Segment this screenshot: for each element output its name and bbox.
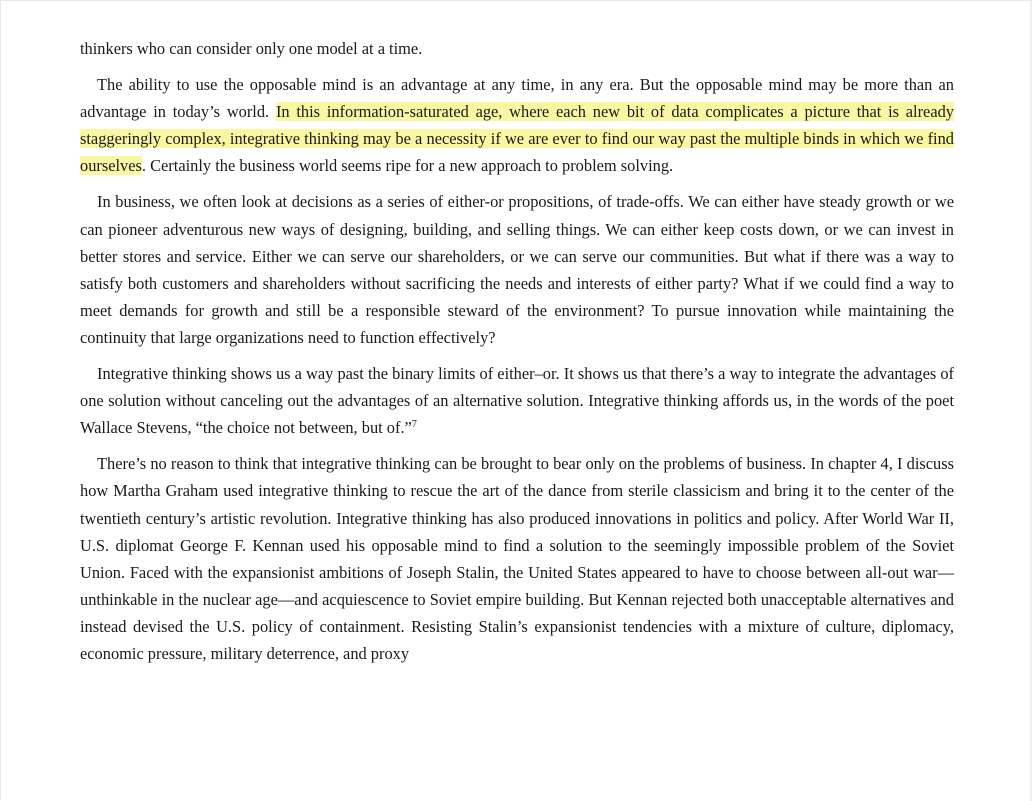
paragraph-1 (80, 35, 954, 62)
paragraph-3 (80, 188, 954, 351)
paragraph-text: There’s no reason to think that integrative thinking can be brought to bear only on the problems of business. In chapter 4, I discuss how Martha Graham used integrative thinking to rescue the art of the dance from sterile classicism and bring it to the center of the twentieth century’s artistic revolution. Integrative thinking has also produced innovations in politics and policy. After World War II, U.S. diplomat George F. Kennan used his opposable mind to find a solution to the seemingly impossible problem of the Soviet Union. Faced with the expansionist ambitions of Joseph Stalin, the United States appeared to have to choose between all-out war—unthinkable in the nuclear age—and acquiescence to Soviet empire building. But Kennan rejected both unacceptable alternatives and instead devised the U.S. policy of containment. Resisting Stalin’s expansionist tendencies with a mixture of culture, diplomacy, economic pressure, military deterrence, and proxy (80, 454, 954, 663)
paragraph-2 (80, 71, 954, 179)
paragraph-text: thinkers who can consider only one model at a time. (80, 39, 423, 58)
paragraph-text: . Certainly the business world seems ripe for a new approach to problem solving. (141, 156, 674, 176)
paragraph-5 (80, 450, 954, 667)
paragraph-text: In business, we often look at decisions as a series of either-or propositions, of trade-offs. We can either have steady growth or we can pioneer adventurous new ways of designing, building, and selling things. We can either keep costs down, or we can invest in better stores and service. Either we can serve our shareholders, or we can serve our communities. But what if there was a way to satisfy both customers and shareholders without sacrificing the needs and interests of either party? What if we could find a way to meet demands for growth and still be a responsible steward of the environment? To pursue innovation while maintaining the continuity that large organizations need to function effectively? (80, 192, 954, 347)
paragraph-text: The ability to use the opposable mind is an advantage at any time, in any era. But the opposable mind may be more than an advantage in today’s world. (80, 75, 954, 122)
highlighted-passage[interactable]: In this information-saturated age, where each new bit of data complicates a picture that is already staggeringly complex, integrative thinking may be a necessity if we are ever to find our way past the multiple binds in which we find ourselves (80, 102, 954, 176)
paragraph-text: Integrative thinking shows us a way past the binary limits of either–or. It shows us that there’s a way to integrate the advantages of one solution without canceling out the advantages of an alternative solution. Integrative thinking affords us, in the words of the poet Wallace Stevens, “the choice not between, but of.” (80, 364, 954, 438)
footnote-reference[interactable]: 7 (411, 419, 417, 431)
paragraph-4 (80, 360, 954, 441)
page-text[interactable] (80, 35, 954, 676)
